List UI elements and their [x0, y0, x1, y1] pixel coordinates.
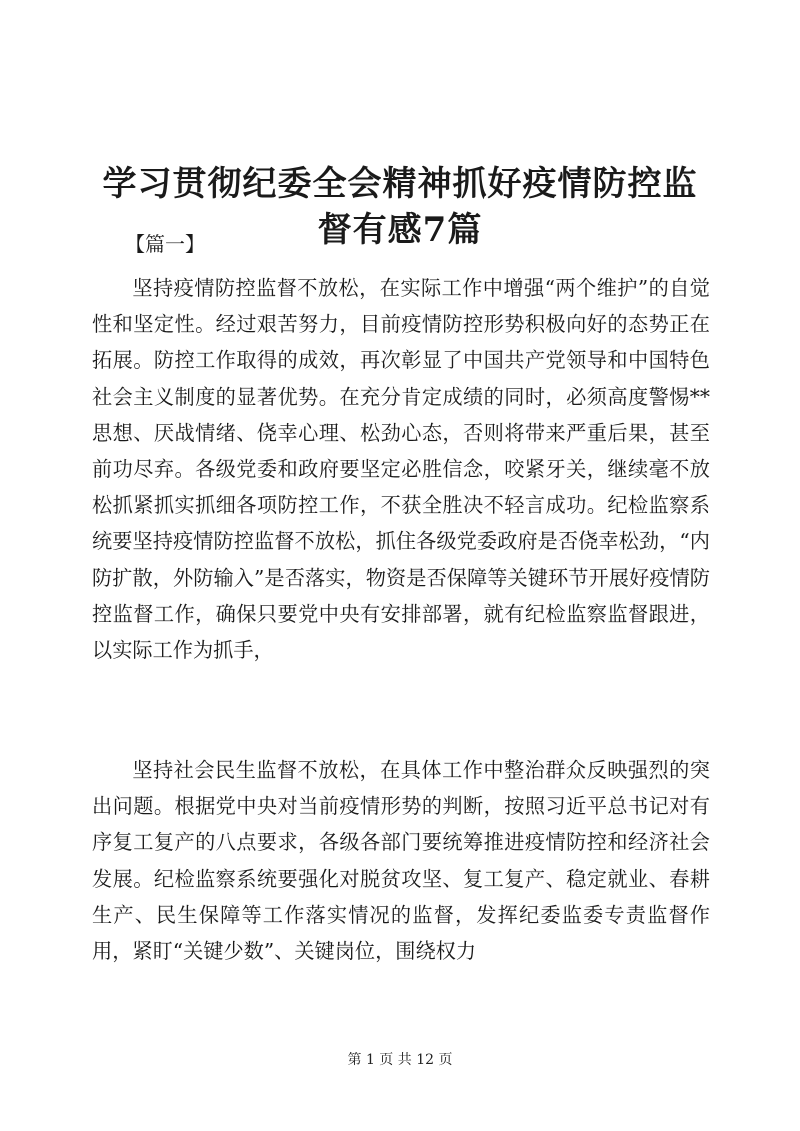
page-footer: 第 1 页 共 12 页 [347, 1052, 453, 1068]
body-paragraph-1: 坚持疫情防控监督不放松，在实际工作中增强“两个维护”的自觉性和坚定性。经过艰苦努力，目前疫情防控形势积极向好的态势正在拓展。防控工作取得的成效，再次彰显了中国共产党领导和中国特色社会主义制度的显著优势。在充分肯定成绩的同时，必须高度警惕**思想、厌战情绪、侥幸心理、松劲心态，否则将带来严重后果，甚至前功尽弃。各级党委和政府要坚定必胜信念，咬紧牙关，继续毫不放松抓紧抓实抓细各项防控工作，不获全胜决不轻言成功。纪检监察系统要坚持疫情防控监督不放松，抓住各级党委政府是否侥幸松劲，“内防扩散，外防输入”是否落实，物资是否保障等关键环节开展好疫情防控监督工作，确保只要党中央有安排部署，就有纪检监察监督跟进，以实际工作为抓手， [92, 276, 710, 663]
body-paragraph-2: 坚持社会民生监督不放松，在具体工作中整治群众反映强烈的突出问题。根据党中央对当前疫情形势的判断，按照习近平总书记对有序复工复产的八点要求，各级各部门要统筹推进疫情防控和经济社会发展。纪检监察系统要强化对脱贫攻坚、复工复产、稳定就业、春耕生产、民生保障等工作落实情况的监督，发挥纪委监委专责监督作用，紧盯“关键少数”、关键岗位，围绕权力 [92, 758, 710, 964]
section-heading: 【篇一】 [125, 232, 205, 256]
document-title: 学习贯彻纪委全会精神抓好疫情防控监督有感7篇 [102, 163, 698, 250]
